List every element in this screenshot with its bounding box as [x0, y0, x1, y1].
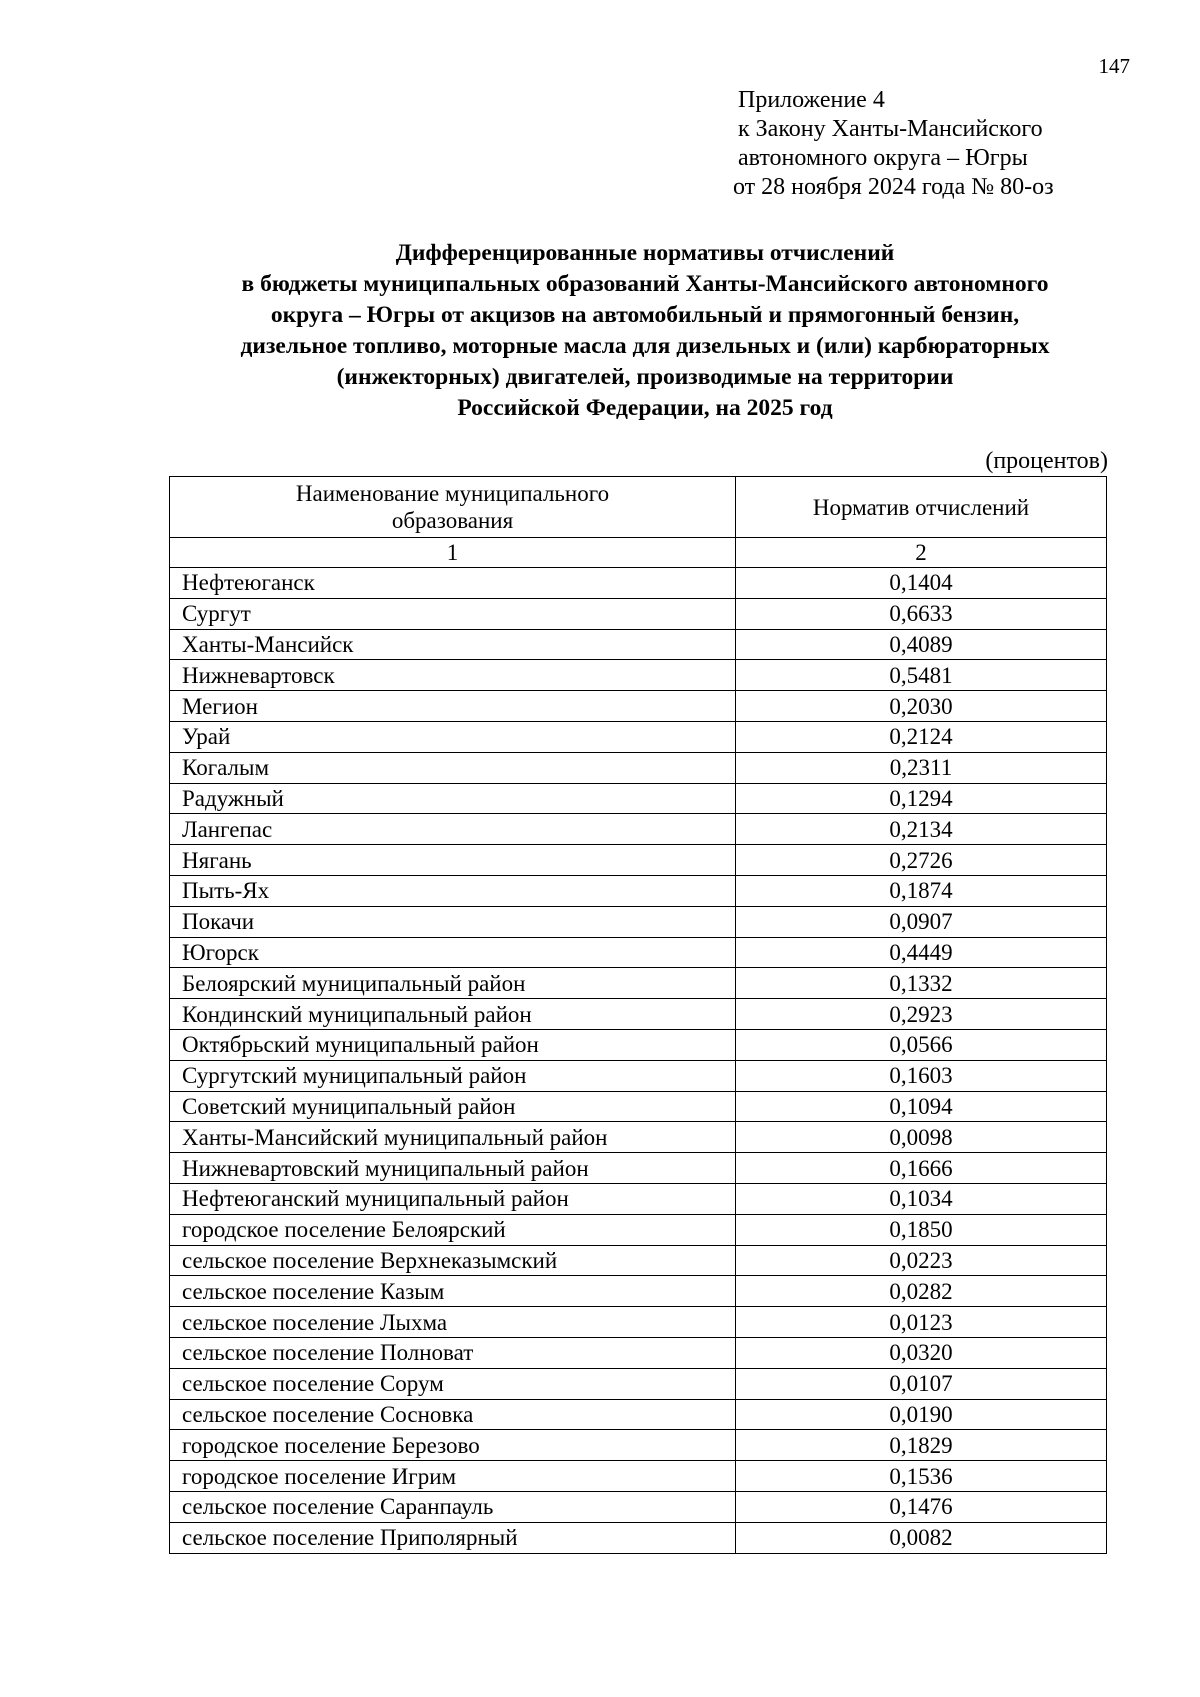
title-line: округа – Югры от акцизов на автомобильный и прямогонный бензин,	[270, 302, 1020, 328]
municipality-name: Ханты-Мансийск	[170, 629, 736, 660]
table-row	[170, 1430, 1107, 1461]
municipality-name: городское поселение Игрим	[170, 1461, 736, 1492]
table-row	[170, 1060, 1107, 1091]
column-number: 2	[736, 538, 1107, 568]
municipality-name: сельское поселение Саранпауль	[170, 1491, 736, 1522]
municipality-name: Сургутский муниципальный район	[170, 1060, 736, 1091]
deduction-value: 0,2923	[736, 999, 1107, 1030]
municipality-name: сельское поселение Сосновка	[170, 1399, 736, 1430]
table-row	[170, 1029, 1107, 1060]
deduction-value: 0,2124	[736, 721, 1107, 752]
table-row	[170, 752, 1107, 783]
table-row	[170, 1491, 1107, 1522]
table-row	[170, 999, 1107, 1030]
table-row	[170, 1153, 1107, 1184]
table-row	[170, 1337, 1107, 1368]
deduction-value: 0,2311	[736, 752, 1107, 783]
municipality-name: Нижневартовск	[170, 660, 736, 691]
table-row	[170, 598, 1107, 629]
appendix-line: автономного округа – Югры	[738, 145, 1028, 171]
title-line: (инжекторных) двигателей, производимые на территории	[336, 364, 954, 390]
deduction-value: 0,1603	[736, 1060, 1107, 1091]
deduction-value: 0,2134	[736, 814, 1107, 845]
table-row	[170, 1368, 1107, 1399]
deduction-value: 0,0098	[736, 1122, 1107, 1153]
municipality-name: Нефтеюганский муниципальный район	[170, 1183, 736, 1214]
deduction-value: 0,1829	[736, 1430, 1107, 1461]
municipality-name: городское поселение Белоярский	[170, 1214, 736, 1245]
deduction-value: 0,1874	[736, 875, 1107, 906]
table-row	[170, 937, 1107, 968]
table-row	[170, 660, 1107, 691]
appendix-line: от 28 ноября 2024 года № 80-оз	[733, 174, 1054, 200]
municipality-name: сельское поселение Верхнеказымский	[170, 1245, 736, 1276]
deduction-value: 0,0566	[736, 1029, 1107, 1060]
municipality-name: Советский муниципальный район	[170, 1091, 736, 1122]
title-line: Дифференцированные нормативы отчислений	[395, 240, 895, 266]
title-line: дизельное топливо, моторные масла для дизельных и (или) карбюраторных	[240, 333, 1050, 359]
table-row	[170, 721, 1107, 752]
deduction-value: 0,6633	[736, 598, 1107, 629]
header-value: Норматив отчислений	[736, 477, 1107, 538]
municipality-name: Мегион	[170, 691, 736, 722]
deduction-value: 0,0223	[736, 1245, 1107, 1276]
header-name-line: Наименование муниципального	[295, 481, 610, 506]
appendix-line: Приложение 4	[738, 87, 885, 113]
table-row	[170, 1245, 1107, 1276]
municipality-name: Когалым	[170, 752, 736, 783]
table-header-row	[170, 477, 1107, 538]
municipality-name: сельское поселение Лыхма	[170, 1307, 736, 1338]
deduction-value: 0,1666	[736, 1153, 1107, 1184]
municipality-name: Нягань	[170, 845, 736, 876]
municipality-name: сельское поселение Казым	[170, 1276, 736, 1307]
municipality-name: Пыть-Ях	[170, 875, 736, 906]
appendix-line: к Закону Ханты-Мансийского	[738, 116, 1043, 142]
municipality-name: Покачи	[170, 906, 736, 937]
deduction-value: 0,1404	[736, 568, 1107, 599]
municipality-name: Белоярский муниципальный район	[170, 968, 736, 999]
header-name	[170, 477, 736, 538]
column-number-row	[170, 538, 1107, 568]
table-row	[170, 1399, 1107, 1430]
table-row	[170, 691, 1107, 722]
table-row	[170, 906, 1107, 937]
municipality-name: Сургут	[170, 598, 736, 629]
deduction-value: 0,0107	[736, 1368, 1107, 1399]
document-title	[160, 238, 1130, 424]
table-row	[170, 629, 1107, 660]
title-line: Российской Федерации, на 2025 год	[457, 395, 833, 421]
deduction-value: 0,1332	[736, 968, 1107, 999]
municipality-name: сельское поселение Полноват	[170, 1337, 736, 1368]
deduction-value: 0,0082	[736, 1522, 1107, 1553]
municipality-name: сельское поселение Приполярный	[170, 1522, 736, 1553]
table-row	[170, 1214, 1107, 1245]
municipality-name: Югорск	[170, 937, 736, 968]
deduction-value: 0,1536	[736, 1461, 1107, 1492]
deduction-value: 0,5481	[736, 660, 1107, 691]
deduction-value: 0,1094	[736, 1091, 1107, 1122]
deduction-value: 0,1850	[736, 1214, 1107, 1245]
title-line: в бюджеты муниципальных образований Ханты-Мансийского автономного	[241, 271, 1049, 297]
deduction-value: 0,2726	[736, 845, 1107, 876]
table-row	[170, 1183, 1107, 1214]
deductions-table	[169, 476, 1107, 1554]
table-row	[170, 1276, 1107, 1307]
municipality-name: сельское поселение Сорум	[170, 1368, 736, 1399]
table-row	[170, 783, 1107, 814]
municipality-name: городское поселение Березово	[170, 1430, 736, 1461]
deduction-value: 0,1476	[736, 1491, 1107, 1522]
municipality-name: Урай	[170, 721, 736, 752]
deduction-value: 0,4089	[736, 629, 1107, 660]
municipality-name: Октябрьский муниципальный район	[170, 1029, 736, 1060]
table-row	[170, 1307, 1107, 1338]
header-name-line: образования	[391, 508, 514, 533]
deduction-value: 0,0123	[736, 1307, 1107, 1338]
page-number: 147	[1098, 54, 1130, 78]
deduction-value: 0,1294	[736, 783, 1107, 814]
table-row	[170, 875, 1107, 906]
deduction-value: 0,4449	[736, 937, 1107, 968]
table-row	[170, 1461, 1107, 1492]
municipality-name: Радужный	[170, 783, 736, 814]
municipality-name: Нефтеюганск	[170, 568, 736, 599]
column-number: 1	[170, 538, 736, 568]
table-row	[170, 814, 1107, 845]
municipality-name: Кондинский муниципальный район	[170, 999, 736, 1030]
appendix-reference	[733, 86, 1054, 202]
table-row	[170, 1122, 1107, 1153]
table-row	[170, 1091, 1107, 1122]
municipality-name: Ханты-Мансийский муниципальный район	[170, 1122, 736, 1153]
table-row	[170, 968, 1107, 999]
table-row	[170, 845, 1107, 876]
table-row	[170, 1522, 1107, 1553]
deduction-value: 0,0190	[736, 1399, 1107, 1430]
deduction-value: 0,1034	[736, 1183, 1107, 1214]
deduction-value: 0,0907	[736, 906, 1107, 937]
deduction-value: 0,0320	[736, 1337, 1107, 1368]
municipality-name: Лангепас	[170, 814, 736, 845]
units-label: (процентов)	[985, 448, 1108, 474]
municipality-name: Нижневартовский муниципальный район	[170, 1153, 736, 1184]
deduction-value: 0,0282	[736, 1276, 1107, 1307]
table-row	[170, 568, 1107, 599]
deduction-value: 0,2030	[736, 691, 1107, 722]
